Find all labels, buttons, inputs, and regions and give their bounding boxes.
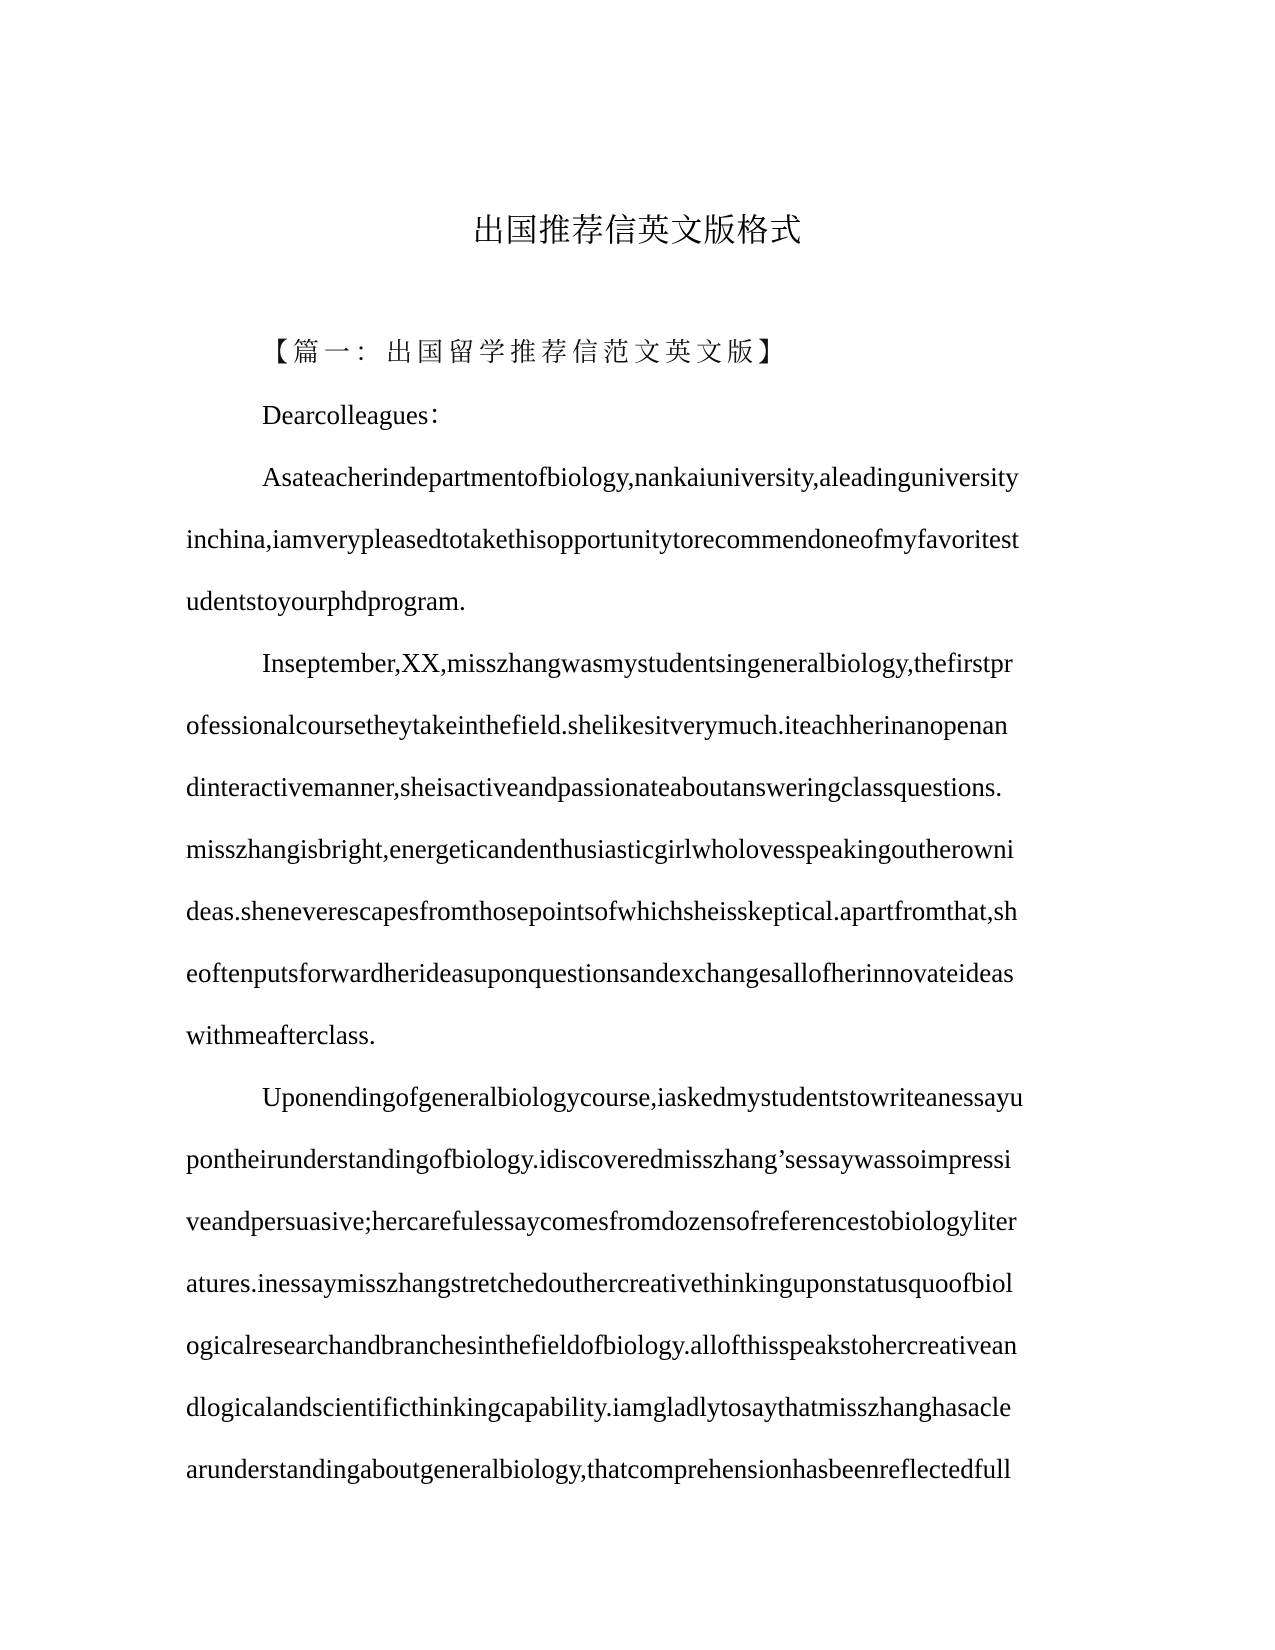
- paragraph-line: inchina,iamverypleasedtotakethisopportunitytorecommendoneofmyfavoritest: [186, 524, 1020, 554]
- salutation: Dearcolleagues：: [262, 400, 456, 430]
- paragraph-line: Inseptember,XX,misszhangwasmystudentsingeneralbiology,thefirstpr: [262, 648, 1013, 678]
- paragraph-line: Uponendingofgeneralbiologycourse,iaskedmystudentstowriteanessayu: [262, 1082, 1024, 1112]
- paragraph-line: misszhangisbright,energeticandenthusiasticgirlwholovesspeakingoutherowni: [186, 834, 1015, 864]
- paragraph-line: ofessionalcoursetheytakeinthefield.shelikesitverymuch.iteachherinanopenan: [186, 710, 1008, 740]
- section-heading: 【篇一：出国留学推荐信范文英文版】: [262, 338, 790, 368]
- paragraph-3: [186, 1066, 1091, 1500]
- paragraph-line: dinteractivemanner,sheisactiveandpassionateaboutansweringclassquestions.: [186, 772, 1003, 802]
- document-title: 出国推荐信英文版格式: [472, 211, 803, 249]
- paragraph-line: eoftenputsforwardherideasuponquestionsandexchangesallofherinnovateideas: [186, 958, 1014, 988]
- paragraph-line: dlogicalandscientificthinkingcapability.iamgladlytosaythatmisszhanghasacle: [186, 1392, 1012, 1422]
- paragraph-line: atures.inessaymisszhangstretchedouthercreativethinkinguponstatusquoofbiol: [186, 1268, 1014, 1298]
- paragraph-line: veandpersuasive;hercarefulessaycomesfromdozensofreferencestobiologyliter: [186, 1206, 1017, 1236]
- paragraph-line: ogicalresearchandbranchesinthefieldofbiology.allofthisspeakstohercreativean: [186, 1330, 1018, 1360]
- paragraph-line: Asateacherindepartmentofbiology,nankaiuniversity,aleadinguniversity: [262, 462, 1019, 492]
- paragraph-2: [186, 632, 1091, 1066]
- paragraph-1: [186, 446, 1091, 632]
- paragraph-line: pontheirunderstandingofbiology.idiscoveredmisszhang’sessaywassoimpressi: [186, 1144, 1012, 1174]
- paragraph-line: deas.sheneverescapesfromthosepointsofwhichsheisskeptical.apartfromthat,sh: [186, 896, 1018, 926]
- paragraph-line: withmeafterclass.: [186, 1020, 376, 1050]
- document-body: [186, 322, 1091, 1500]
- paragraph-line: udentstoyourphdprogram.: [186, 586, 466, 616]
- paragraph-line: arunderstandingaboutgeneralbiology,thatcomprehensionhasbeenreflectedfull: [186, 1454, 1012, 1484]
